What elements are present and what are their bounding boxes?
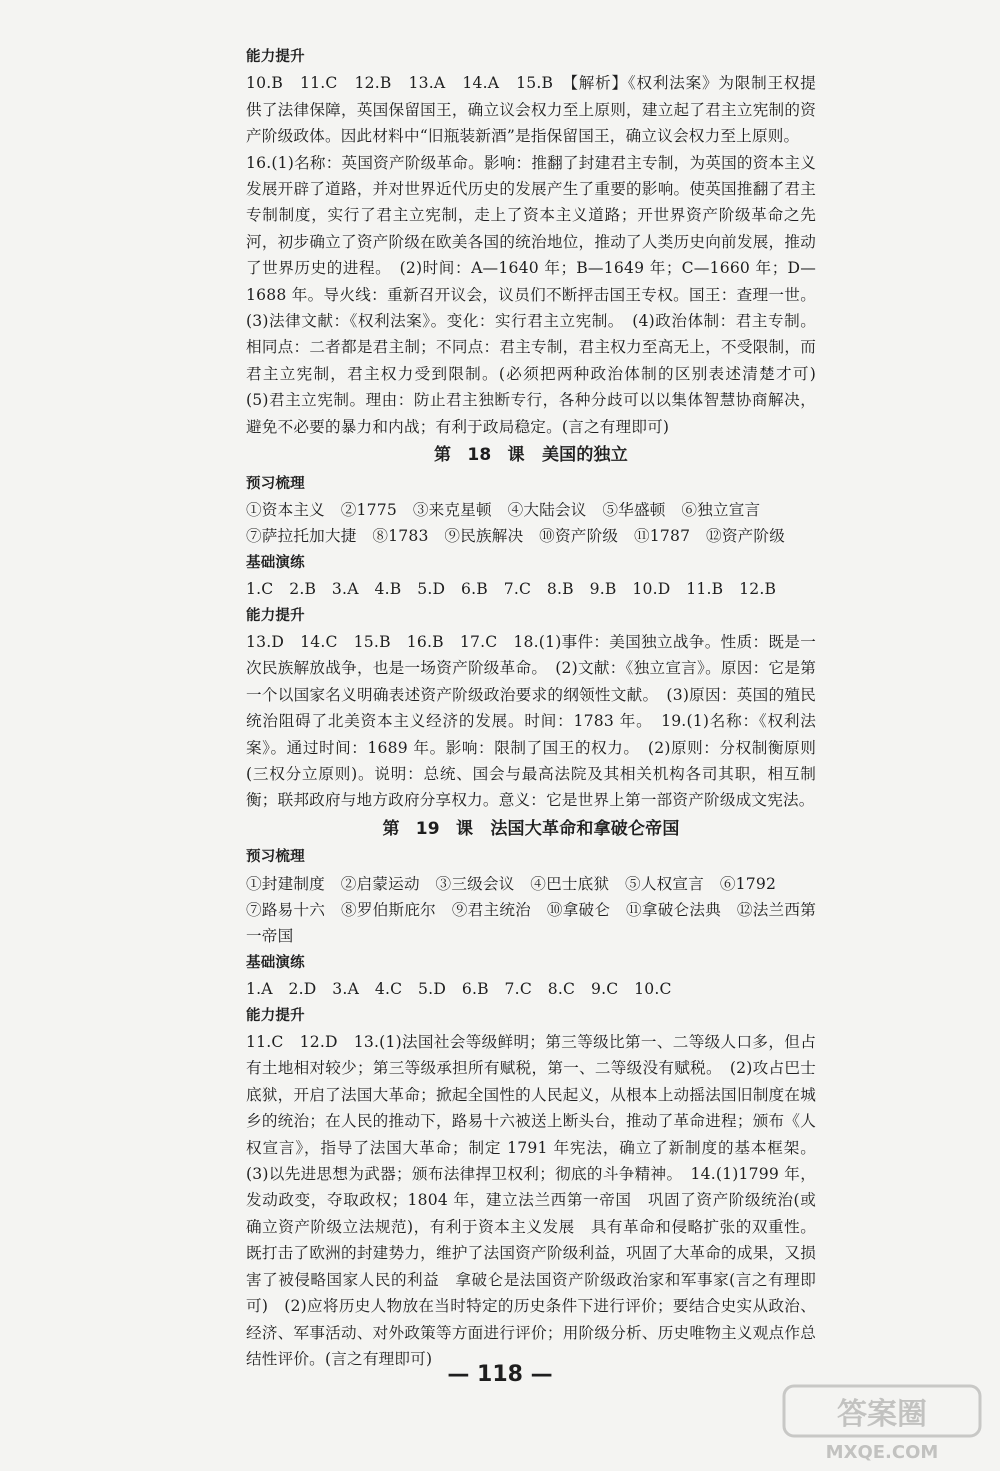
section-heading: 能力提升	[246, 607, 305, 624]
lesson-title: 第 19 课 法国大革命和拿破仑帝国	[382, 818, 680, 839]
section-heading: 预习梳理	[246, 475, 305, 492]
answer-content	[246, 44, 832, 1372]
answer-paragraph: ①封建制度 ②启蒙运动 ③三级会议 ④巴士底狱 ⑤人权宣言 ⑥1792	[246, 874, 777, 893]
answer-paragraph: 13.D 14.C 15.B 16.B 17.C 18.(1)事件：美国独立战争。性质：既是一次民族解放战争，也是一场资产阶级革命。 (2)文献：《独立宣言》。原因：它是第一个以国家名义明确表述资产阶级政治要求的纲领性文献。 (3)原因：英国的殖民统治阻碍了北美资本主义经济的发展。时间：1783 年。 19.(1)名称：《权利法案》。通过时间：1689 年。影响：限制了国王的权力。 (2)原则：分权制衡原则(三权分立原则)。说明：总统、国会与最高法院及其相关机构各司其职，相互制衡；联邦政府与地方政府分享权力。意义：它是世界上第一部资产阶级成文宪法。	[246, 632, 816, 810]
section-heading: 基础演练	[246, 954, 305, 971]
answer-paragraph: ①资本主义 ②1775 ③来克星顿 ④大陆会议 ⑤华盛顿 ⑥独立宣言	[246, 500, 761, 519]
answer-paragraph: ⑦萨拉托加大捷 ⑧1783 ⑨民族解决 ⑩资产阶级 ⑪1787 ⑫资产阶级	[246, 527, 785, 546]
answer-paragraph: ⑦路易十六 ⑧罗伯斯庇尔 ⑨君主统治 ⑩拿破仑 ⑪拿破仑法典 ⑫法兰西第一帝国	[246, 901, 816, 946]
watermark-logo	[782, 1384, 982, 1464]
page-number: — 118 —	[447, 1362, 553, 1387]
section-heading: 能力提升	[246, 1007, 305, 1024]
section-heading: 基础演练	[246, 554, 305, 571]
answer-paragraph: 1.A 2.D 3.A 4.C 5.D 6.B 7.C 8.C 9.C 10.C	[246, 980, 672, 999]
answer-paragraph: 1.C 2.B 3.A 4.B 5.D 6.B 7.C 8.B 9.B 10.D 11.B 12.B	[246, 580, 777, 599]
watermark-top-text: 答案圈	[837, 1397, 927, 1432]
watermark-bottom-text: MXQE.COM	[825, 1442, 939, 1463]
section-heading: 能力提升	[246, 49, 305, 65]
section-heading: 预习梳理	[246, 849, 305, 866]
lesson-title: 第 18 课 美国的独立	[434, 445, 628, 466]
answer-paragraph: 11.C 12.D 13.(1)法国社会等级鲜明；第三等级比第一、二等级人口多，但占有土地相对较少；第三等级承担所有赋税，第一、二等级没有赋税。 (2)攻占巴士底狱，开启了法国大革命；掀起全国性的人民起义，从根本上动摇法国旧制度在城乡的统治；在人民的推动下，路易十六被送上断头台，推动了革命进程；颁布《人权宣言》，指导了法国大革命；制定 1791 年宪法，确立了新制度的基本框架。(3)以先进思想为武器；颁布法律捍卫权利；彻底的斗争精神。 14.(1)1799 年，发动政变，夺取政权；1804 年，建立法兰西第一帝国 巩固了资产阶级统治(或确立资产阶级立法规范)，有利于资本主义发展 具有革命和侵略扩张的双重性。既打击了欧洲的封建势力，维护了法国资产阶级利益，巩固了大革命的成果，又损害了被侵略国家人民的利益 拿破仑是法国资产阶级政治家和军事家(言之有理即可) (2)应将历史人物放在当时特定的历史条件下进行评价；要结合史实从政治、经济、军事活动、对外政策等方面进行评价；用阶级分析、历史唯物主义观点作总结性评价。(言之有理即可)	[246, 1033, 816, 1368]
answer-paragraph: 10.B 11.C 12.B 13.A 14.A 15.B 【解析】《权利法案》为限制王权提供了法律保障，英国保留国王，确立议会权力至上原则，建立起了君主立宪制的资产阶级政体。因此材料中“旧瓶装新酒”是指保留国王，确立议会权力至上原则。	[246, 74, 816, 146]
answer-paragraph: 16.(1)名称：英国资产阶级革命。影响：推翻了封建君主专制，为英国的资本主义发展开辟了道路，并对世界近代历史的发展产生了重要的影响。使英国推翻了君主专制制度，实行了君主立宪制，走上了资本主义道路；开世界资产阶级革命之先河，初步确立了资产阶级在欧美各国的统治地位，推动了人类历史向前发展，推动了世界历史的进程。 (2)时间：A—1640 年；B—1649 年；C—1660 年；D—1688 年。导火线：重新召开议会，议员们不断抨击国王专权。国王：查理一世。(3)法律文献：《权利法案》。变化：实行君主立宪制。 (4)政治体制：君主专制。相同点：二者都是君主制；不同点：君主专制，君主权力至高无上，不受限制，而君主立宪制，君主权力受到限制。(必须把两种政治体制的区别表述清楚才可) (5)君主立宪制。理由：防止君主独断专行，各种分歧可以以集体智慧协商解决，避免不必要的暴力和内战；有利于政局稳定。(言之有理即可)	[246, 153, 832, 436]
